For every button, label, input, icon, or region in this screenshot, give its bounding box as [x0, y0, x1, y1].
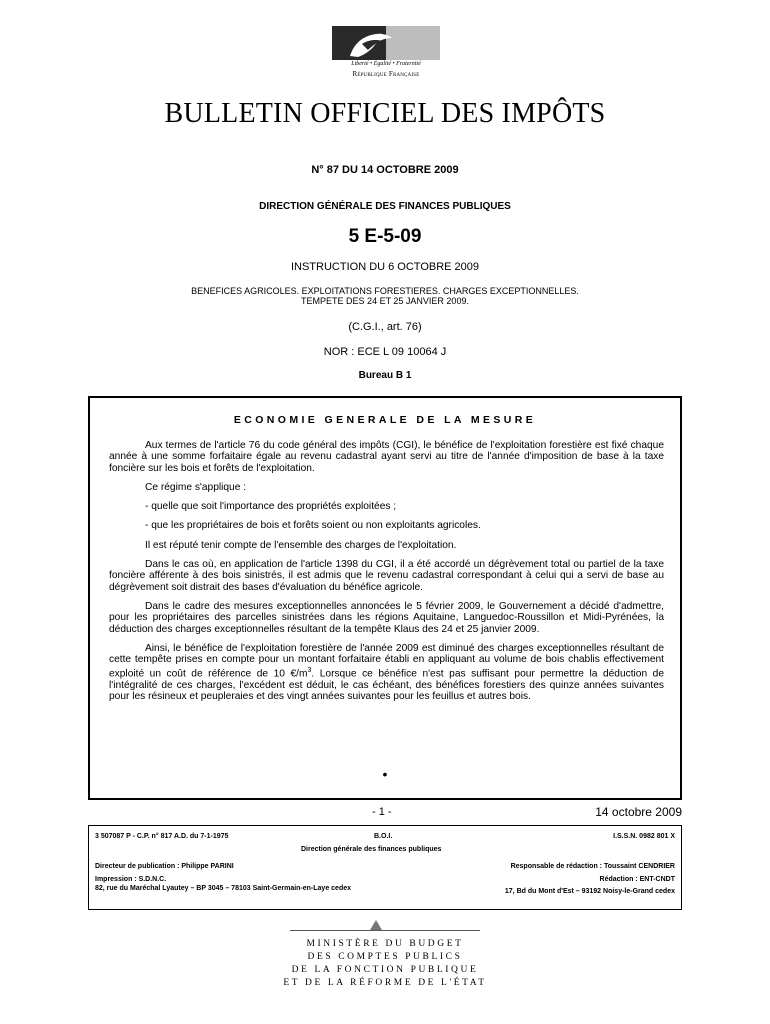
republique-francaise-logo — [332, 26, 440, 84]
republic-name: République Française — [352, 70, 420, 78]
paragraph: Aux termes de l'article 76 du code général des impôts (CGI), le bénéfice de l'exploitation forestière est fixé chaque année à une somme forfaitaire égale au revenu cadastral ayant servi au titre de l'année d'imposition de base à la taxe foncière sur les bois et forêts de l'exploitation. — [109, 440, 664, 474]
redaction: Rédaction : ENT-CNDT — [599, 876, 675, 883]
paragraph-text: . Lorsque ce bénéfice n'est pas suffisant pour permettre la déduction de l'intégralité de ces charges, l'excédent est déduit, le cas échéant, des bénéfices forestiers des quinze années suivantes pour les résineux et peupleraies et des vingt années suivantes pour les feuillus et autres bois. — [109, 668, 664, 703]
marianne-emblem — [332, 26, 440, 60]
direction-name: DIRECTION GÉNÉRALE DES FINANCES PUBLIQUES — [259, 201, 511, 212]
issue-number: N° 87 DU 14 OCTOBRE 2009 — [311, 164, 459, 176]
divider — [290, 930, 480, 931]
instruction-reference: 5 E-5-09 — [348, 226, 422, 247]
paragraph: Dans le cas où, en application de l'article 1398 du CGI, il a été accordé un dégrèvement total ou partiel de la taxe foncière afférente à des bois sinistrés, il est admis que le revenu cadastral correspondant à celui qui a servi de base au dégrèvement soit distrait des bases d'évaluation du bénéfice agricole. — [109, 559, 664, 593]
paragraph: Il est réputé tenir compte de l'ensemble des charges de l'exploitation. — [145, 539, 457, 551]
bureau: Bureau B 1 — [358, 370, 412, 381]
list-item: - quelle que soit l'importance des propriétés exploitées ; — [145, 501, 397, 513]
page-date: 14 octobre 2009 — [595, 805, 682, 819]
subject-line: TEMPETE DES 24 ET 25 JANVIER 2009. — [301, 296, 469, 306]
ministry-line: ET DE LA RÉFORME DE L'ÉTAT — [283, 978, 487, 988]
ministry-line: DE LA FONCTION PUBLIQUE — [291, 965, 479, 975]
list-item: - que les propriétaires de bois et forêts soient ou non exploitants agricoles. — [145, 520, 481, 532]
paragraph: Ce régime s'applique : — [145, 481, 247, 493]
publication-director: Directeur de publication : Philippe PARINI — [95, 863, 234, 870]
publication-footer — [88, 825, 682, 910]
triangle-icon — [370, 920, 382, 930]
document-title: BULLETIN OFFICIEL DES IMPÔTS — [164, 98, 606, 129]
instruction-date: INSTRUCTION DU 6 OCTOBRE 2009 — [290, 261, 480, 273]
issn-number: I.S.S.N. 0982 801 X — [613, 833, 675, 840]
address-right: 17, Bd du Mont d'Est – 93192 Noisy-le-Grand cedex — [504, 888, 675, 895]
cppap-number: 3 507087 P - C.P. n° 817 A.D. du 7-1-1975 — [95, 833, 229, 840]
paragraph-text: Ainsi, le bénéfice de l'exploitation forestière de l'année 2009 est diminué des charges exceptionnelles résultant de cette tempête prises en compte pour un montant forfaitaire établi en appliquant au volume de bois chablis effectivement exploité un coût de référence de 10 €/m — [109, 642, 664, 680]
ministry-name — [270, 938, 500, 990]
printing: Impression : S.D.N.C. — [95, 876, 167, 883]
boi-label: B.O.I. — [374, 833, 393, 840]
dgfip-label: Direction générale des finances publiques — [301, 846, 442, 853]
subject-line: BENEFICES AGRICOLES. EXPLOITATIONS FORESTIERES. CHARGES EXCEPTIONNELLES. — [191, 286, 579, 296]
ministry-line: MINISTÈRE DU BUDGET — [306, 939, 464, 949]
page-number: - 1 - — [372, 806, 392, 818]
superscript: 3 — [307, 667, 312, 675]
editor-in-chief: Responsable de rédaction : Toussaint CENDRIER — [510, 863, 675, 870]
address-left: 82, rue du Maréchal Lyautey – BP 3045 – 78103 Saint-Germain-en-Laye cedex — [95, 885, 352, 892]
cgi-article: (C.G.I., art. 76) — [348, 321, 422, 333]
summary-box — [88, 396, 682, 800]
summary-title: ECONOMIE GENERALE DE LA MESURE — [233, 414, 537, 426]
motto: Liberté • Égalité • Fraternité — [351, 61, 421, 67]
paragraph — [109, 643, 664, 703]
instruction-subject — [0, 286, 770, 306]
paragraph: Dans le cadre des mesures exceptionnelles annoncées le 5 février 2009, le Gouvernement a décidé d'admettre, pour les propriétaires des parcelles sinistrées dans les régions Aquitaine, Languedoc-Roussillon et Midi-Pyrénées, la déduction des charges exceptionnelles résultant de la tempête Klaus des 24 et 25 janvier 2009. — [109, 600, 664, 635]
ministry-line: DES COMPTES PUBLICS — [307, 952, 463, 962]
summary-body — [109, 440, 664, 711]
bullet-separator: • — [382, 766, 388, 782]
nor-code: NOR : ECE L 09 10064 J — [323, 346, 447, 358]
